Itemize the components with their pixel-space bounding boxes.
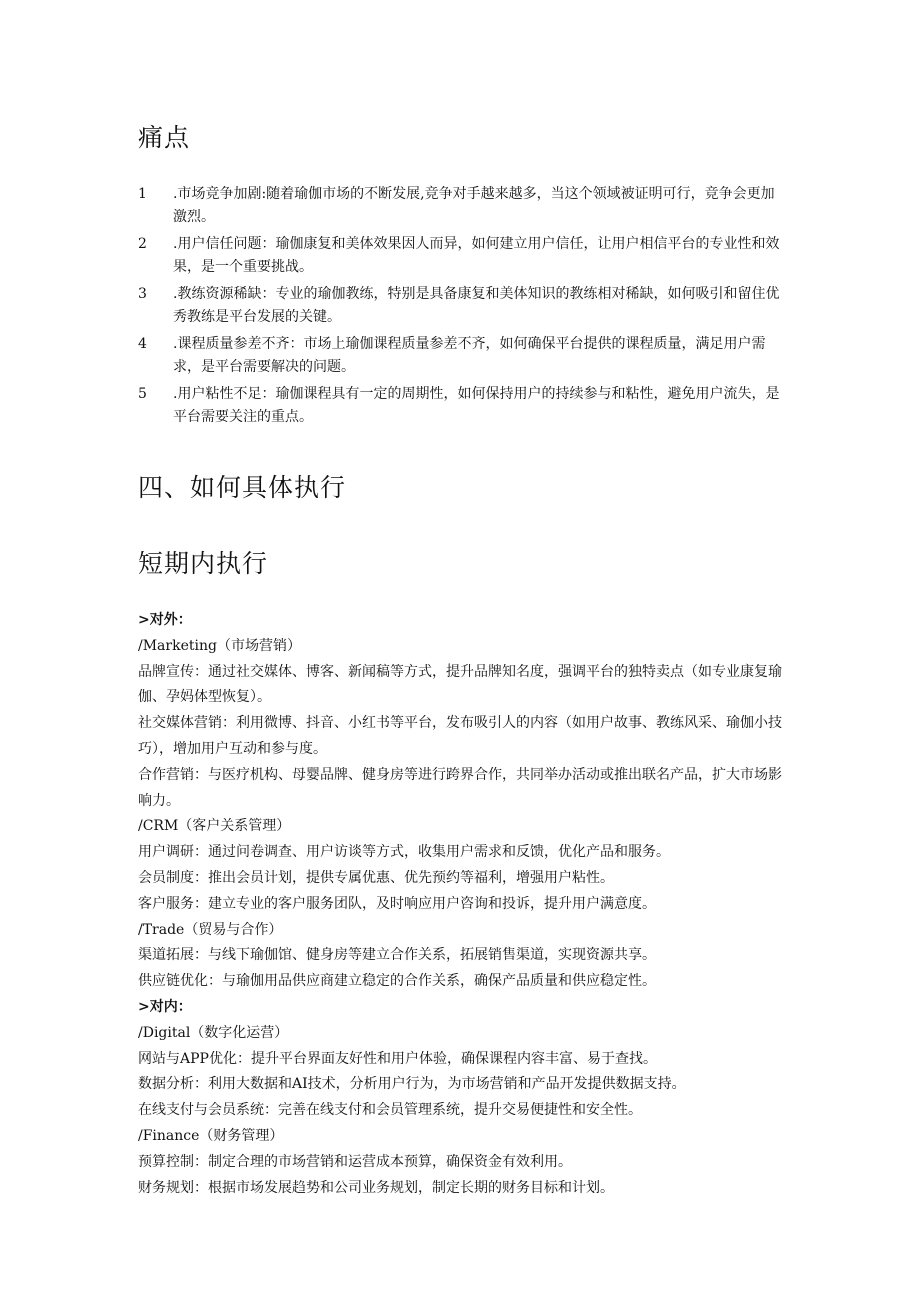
pain-point-text: .课程质量参差不齐：市场上瑜伽课程质量参差不齐，如何确保平台提供的课程质量，满足用户需求，是平台需要解决的问题。	[173, 336, 766, 375]
marketing-item: 合作营销：与医疗机构、母婴品牌、健身房等进行跨界合作，共同举办活动或推出联名产品，扩大市场影响力。	[138, 766, 782, 809]
pain-point-number: 1	[138, 186, 147, 202]
crm-item: 用户调研：通过问卷调查、用户访谈等方式，收集用户需求和反馈，优化产品和服务。	[138, 844, 670, 861]
digital-item: 在线支付与会员系统：完善在线支付和会员管理系统，提升交易便捷性和安全性。	[138, 1102, 642, 1119]
marketing-title: /Marketing（市场营销）	[138, 637, 301, 654]
finance-title: /Finance（财务管理）	[138, 1127, 284, 1144]
finance-item: 预算控制：制定合理的市场营销和运营成本预算，确保资金有效利用。	[138, 1153, 572, 1170]
pain-points-list	[138, 183, 788, 433]
short-term-heading: 短期内执行	[138, 549, 269, 578]
pain-point-text: .用户粘性不足：瑜伽课程具有一定的周期性，如何保持用户的持续参与和粘性，避免用户流失，是平台需要关注的重点。	[173, 386, 780, 425]
marketing-item: 品牌宣传：通过社交媒体、博客、新闻稿等方式，提升品牌知名度，强调平台的独特卖点（如专业康复瑜伽、孕妈体型恢复）。	[138, 663, 782, 706]
crm-title: /CRM（客户关系管理）	[138, 818, 291, 835]
execution-body	[138, 608, 788, 1201]
pain-point-text: .教练资源稀缺：专业的瑜伽教练，特别是具备康复和美体知识的教练相对稀缺，如何吸引和留住优秀教练是平台发展的关键。	[173, 286, 780, 325]
internal-label: >对内：	[138, 998, 192, 1015]
pain-point-number: 5	[138, 386, 147, 402]
pain-points-heading: 痛点	[138, 123, 191, 152]
pain-point-number: 2	[138, 236, 147, 252]
pain-point-number: 4	[138, 336, 147, 352]
pain-point-item	[138, 233, 788, 279]
trade-item: 渠道拓展：与线下瑜伽馆、健身房等建立合作关系，拓展销售渠道，实现资源共享。	[138, 947, 656, 964]
pain-point-item	[138, 383, 788, 429]
pain-point-item	[138, 333, 788, 379]
marketing-item: 社交媒体营销：利用微博、抖音、小红书等平台，发布吸引人的内容（如用户故事、教练风采、瑜伽小技巧），增加用户互动和参与度。	[138, 715, 782, 757]
digital-item: 网站与APP优化：提升平台界面友好性和用户体验，确保课程内容丰富、易于查找。	[138, 1050, 657, 1067]
execution-heading: 四、如何具体执行	[138, 473, 347, 502]
pain-point-item	[138, 283, 788, 329]
pain-point-text: .用户信任问题：瑜伽康复和美体效果因人而异，如何建立用户信任，让用户相信平台的专业性和效果，是一个重要挑战。	[173, 236, 780, 275]
pain-point-number: 3	[138, 286, 147, 302]
digital-title: /Digital（数字化运营）	[138, 1024, 289, 1041]
pain-point-text: .市场竞争加剧:随着瑜伽市场的不断发展,竞争对手越来越多，当这个领域被证明可行，竞争会更加激烈。	[173, 186, 775, 225]
digital-item: 数据分析：利用大数据和AI技术，分析用户行为，为市场营销和产品开发提供数据支持。	[138, 1076, 686, 1093]
crm-item: 会员制度：推出会员计划，提供专属优惠、优先预约等福利，增强用户粘性。	[138, 869, 614, 886]
trade-item: 供应链优化：与瑜伽用品供应商建立稳定的合作关系，确保产品质量和供应稳定性。	[138, 973, 656, 990]
external-label: >对外：	[138, 612, 192, 628]
crm-item: 客户服务：建立专业的客户服务团队，及时响应用户咨询和投诉，提升用户满意度。	[138, 895, 656, 912]
finance-item: 财务规划：根据市场发展趋势和公司业务规划，制定长期的财务目标和计划。	[138, 1179, 614, 1196]
trade-title: /Trade（贸易与合作）	[138, 921, 283, 938]
pain-point-item	[138, 183, 788, 229]
